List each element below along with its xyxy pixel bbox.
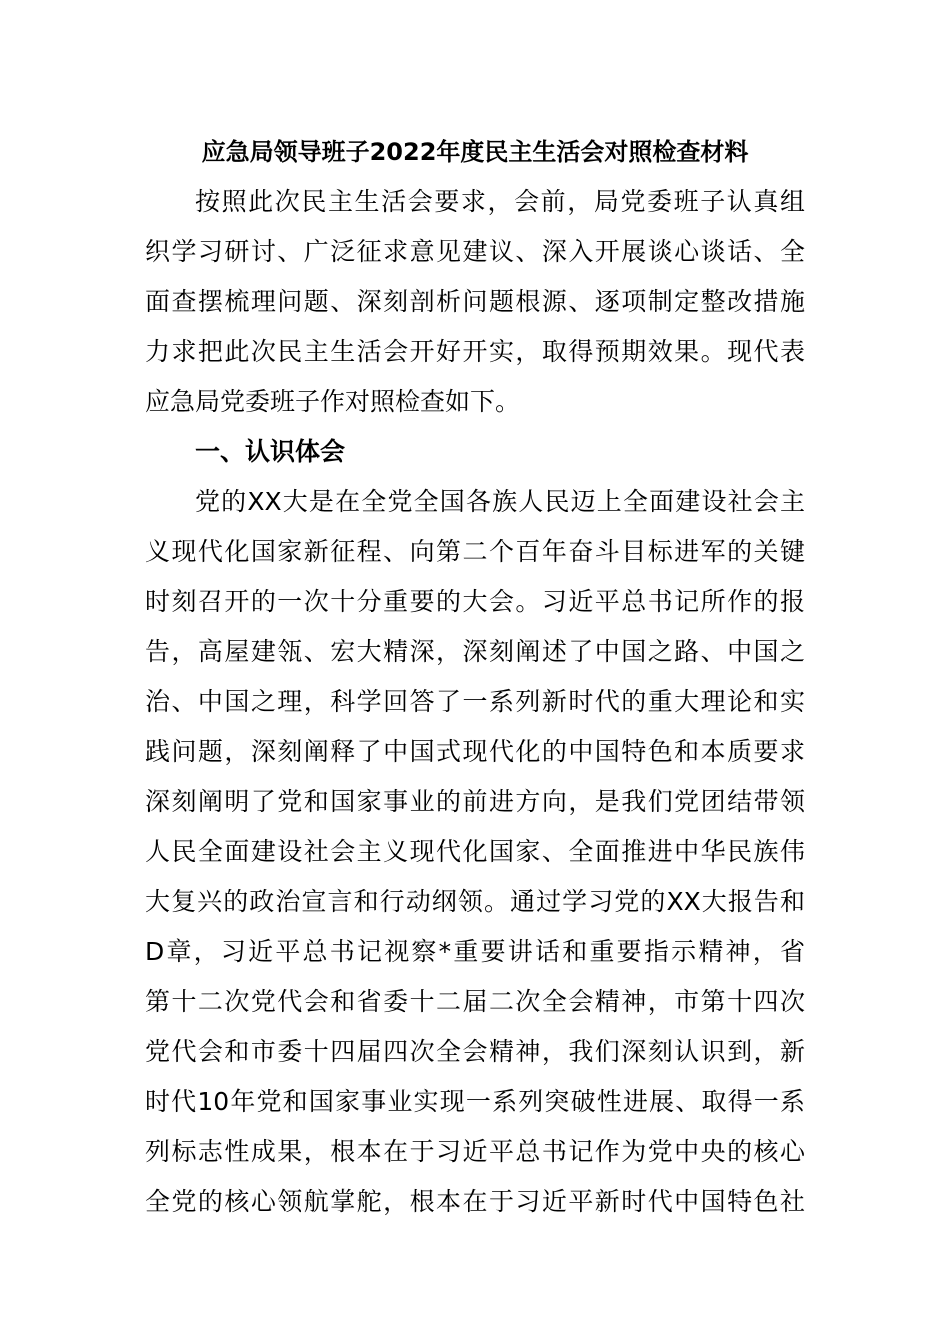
paragraph-line: 党代会和市委十四届四次全会精神，我们深刻认识到，新 <box>145 1037 805 1066</box>
paragraph-line: 告，高屋建瓴、宏大精深，深刻阐述了中国之路、中国之 <box>145 637 805 666</box>
paragraph-line: 人民全面建设社会主义现代化国家、全面推进中华民族伟 <box>145 837 805 866</box>
paragraph-line: 列标志性成果，根本在于习近平总书记作为党中央的核心 <box>145 1137 805 1166</box>
paragraph-line: 深刻阐明了党和国家事业的前进方向，是我们党团结带领 <box>145 787 805 816</box>
paragraph-line: 全党的核心领航掌舵，根本在于习近平新时代中国特色社 <box>145 1187 805 1216</box>
paragraph-line: 第十二次党代会和省委十二届二次全会精神，市第十四次 <box>145 987 805 1016</box>
paragraph-line: 面查摆梳理问题、深刻剖析问题根源、逐项制定整改措施 <box>145 287 805 316</box>
paragraph-line: 织学习研讨、广泛征求意见建议、深入开展谈心谈话、全 <box>145 237 805 266</box>
paragraph-line: 时刻召开的一次十分重要的大会。习近平总书记所作的报 <box>145 587 805 616</box>
paragraph-line: 党的XX大是在全党全国各族人民迈上全面建设社会主 <box>195 487 805 516</box>
paragraph-line: 治、中国之理，科学回答了一系列新时代的重大理论和实 <box>145 687 805 716</box>
paragraph-line: 时代10年党和国家事业实现一系列突破性进展、取得一系 <box>145 1087 805 1116</box>
document-title: 应急局领导班子2022年度民主生活会对照检查材料 <box>201 138 749 166</box>
paragraph-line: 按照此次民主生活会要求，会前，局党委班子认真组 <box>195 187 805 216</box>
paragraph-line: 力求把此次民主生活会开好开实，取得预期效果。现代表 <box>145 337 805 366</box>
document-body <box>145 177 805 1227</box>
paragraph-understanding <box>145 477 805 1227</box>
paragraph-line: D章，习近平总书记视察*重要讲话和重要指示精神，省 <box>145 937 805 966</box>
paragraph-line: 应急局党委班子作对照检查如下。 <box>145 387 521 416</box>
paragraph-line: 践问题，深刻阐释了中国式现代化的中国特色和本质要求 <box>145 737 805 766</box>
section-heading: 一、认识体会 <box>195 437 346 466</box>
paragraph-intro <box>145 177 805 427</box>
paragraph-line: 大复兴的政治宣言和行动纲领。通过学习党的XX大报告和 <box>145 887 805 916</box>
paragraph-line: 义现代化国家新征程、向第二个百年奋斗目标进军的关键 <box>145 537 805 566</box>
